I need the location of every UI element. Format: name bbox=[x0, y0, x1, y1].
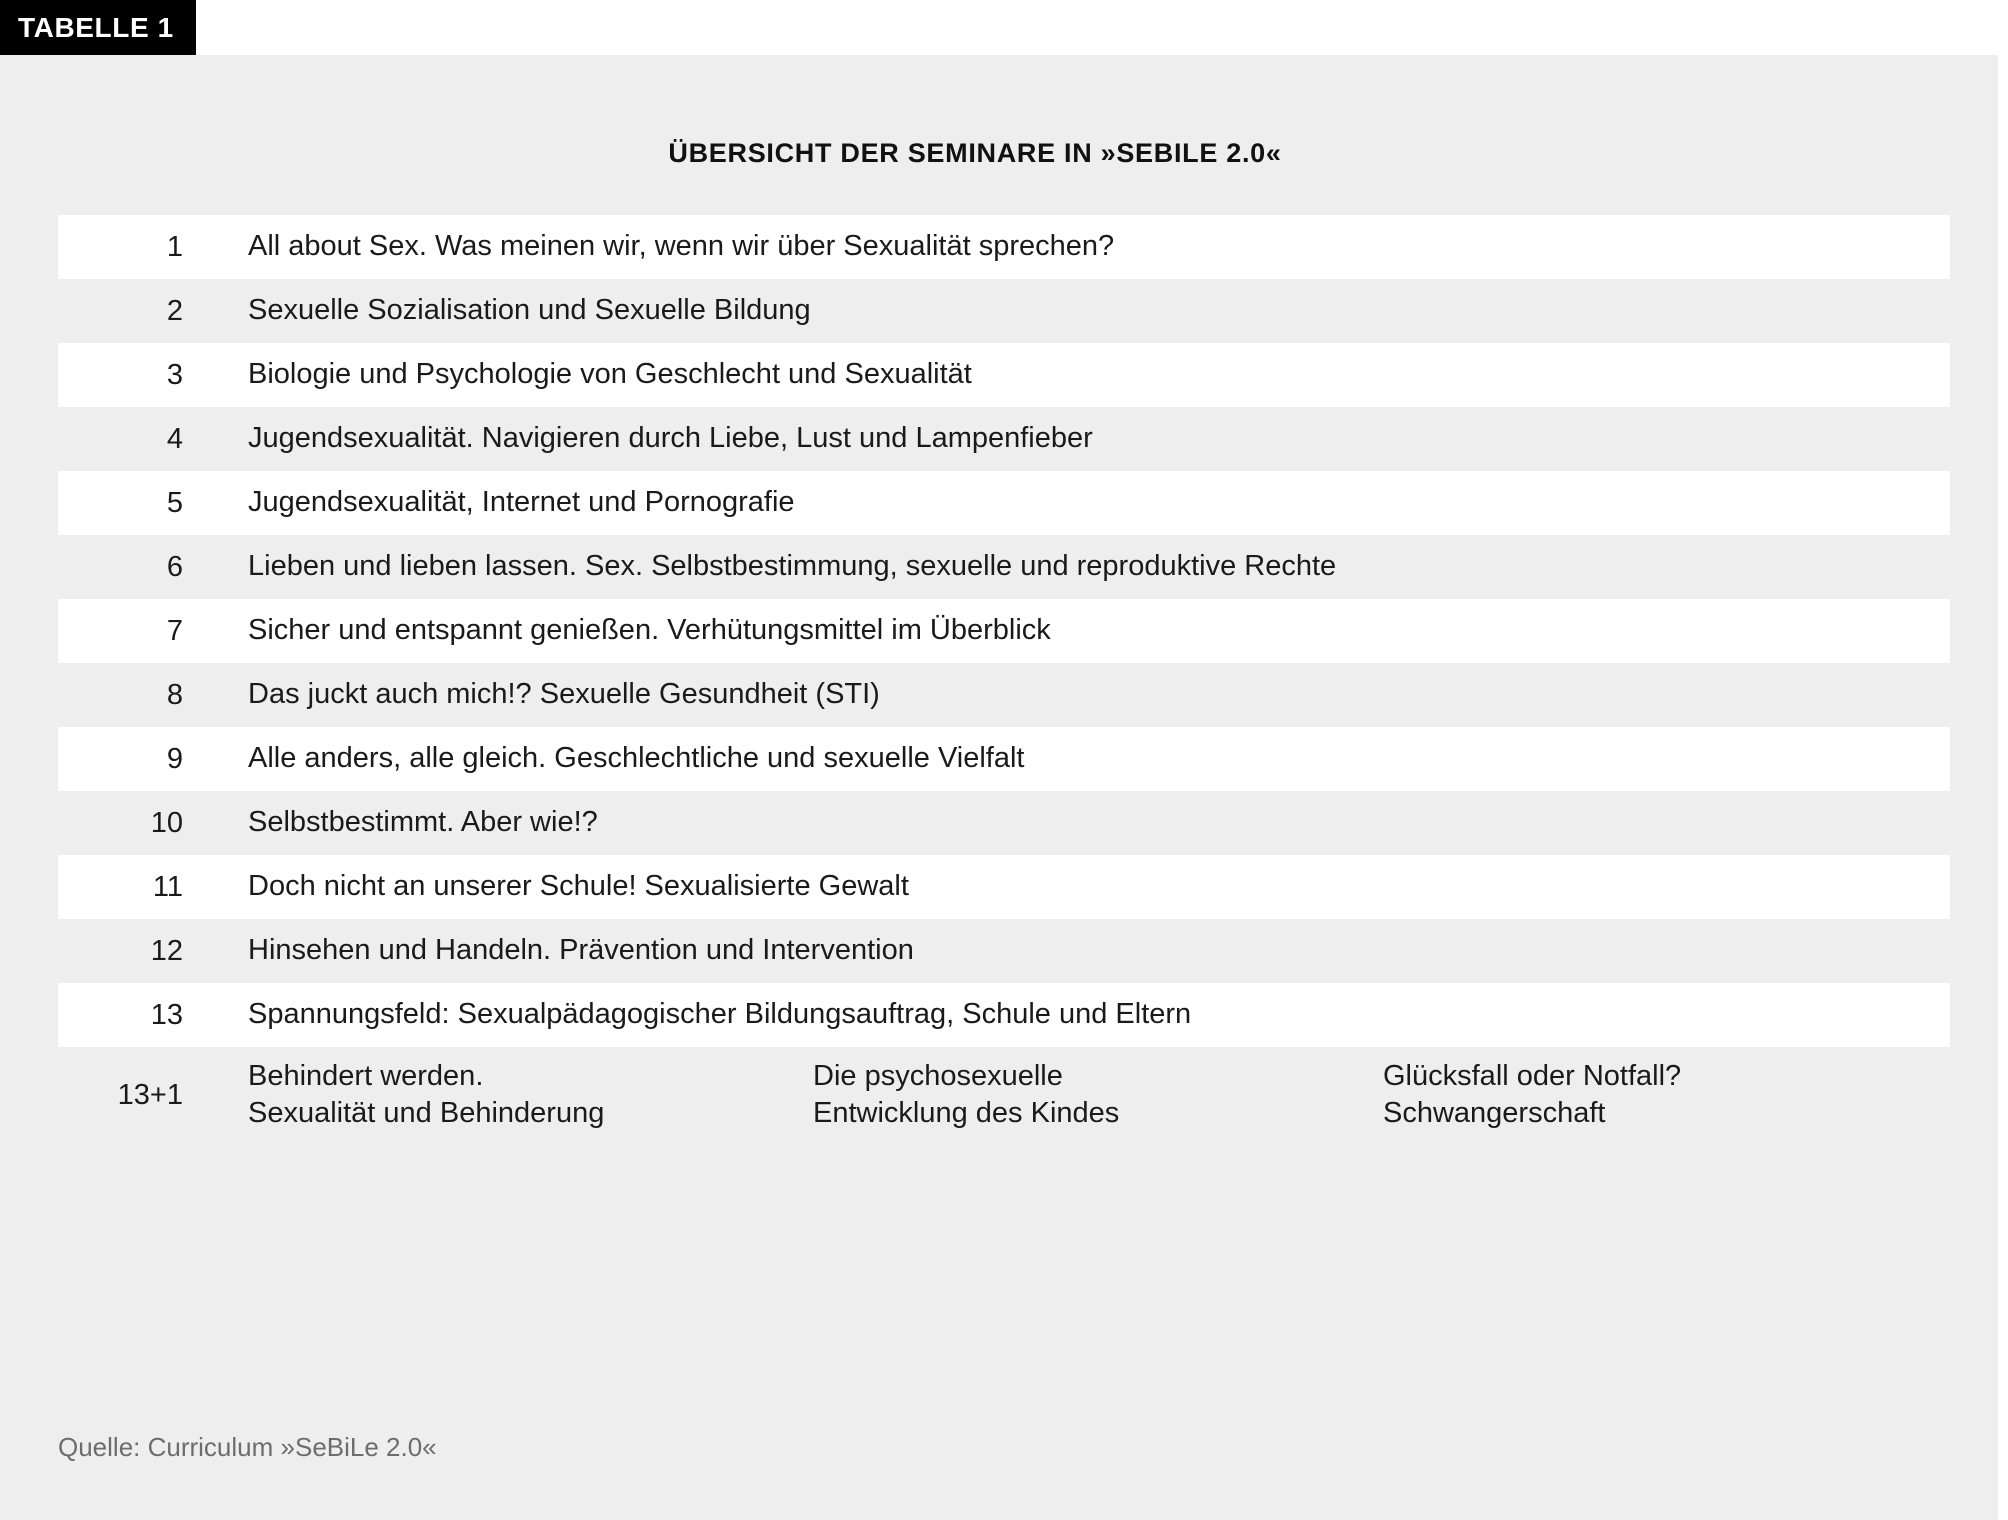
row-number: 3 bbox=[166, 358, 183, 391]
row-number: 13+1 bbox=[117, 1078, 183, 1111]
extra-row-columns bbox=[183, 1058, 1950, 1132]
table-row bbox=[58, 343, 1950, 407]
table-row bbox=[58, 727, 1950, 791]
extra-column-line-2: Sexualität und Behinderung bbox=[248, 1097, 605, 1129]
table-row-extra bbox=[58, 1047, 1950, 1143]
table-row bbox=[58, 471, 1950, 535]
seminar-rows bbox=[58, 215, 1950, 1143]
table-title: ÜBERSICHT DER SEMINARE IN »SEBILE 2.0« bbox=[668, 138, 1282, 168]
extra-column bbox=[248, 1058, 813, 1132]
table-row bbox=[58, 663, 1950, 727]
extra-column-line-1: Behindert werden. bbox=[248, 1059, 484, 1092]
extra-column-line-1: Glücksfall oder Notfall? bbox=[1383, 1059, 1682, 1092]
row-label: Lieben und lieben lassen. Sex. Selbstbestimmung, sexuelle und reproduktive Rechte bbox=[248, 550, 1337, 583]
row-label: Alle anders, alle gleich. Geschlechtliche und sexuelle Vielfalt bbox=[248, 742, 1025, 775]
table-number-badge bbox=[0, 0, 196, 55]
table-row bbox=[58, 983, 1950, 1047]
extra-column-line-1: Die psychosexuelle bbox=[813, 1059, 1063, 1092]
table-row bbox=[58, 855, 1950, 919]
row-number: 9 bbox=[166, 742, 183, 775]
row-label: Sicher und entspannt genießen. Verhütungsmittel im Überblick bbox=[248, 614, 1051, 647]
row-number: 5 bbox=[166, 486, 183, 519]
row-number: 11 bbox=[152, 870, 183, 903]
row-number: 7 bbox=[166, 614, 183, 647]
extra-column-line-2: Schwangerschaft bbox=[1383, 1097, 1606, 1129]
table-row bbox=[58, 407, 1950, 471]
extra-column bbox=[813, 1058, 1383, 1132]
table-row bbox=[58, 919, 1950, 983]
extra-column-line-2: Entwicklung des Kindes bbox=[813, 1097, 1120, 1129]
table-row bbox=[58, 599, 1950, 663]
row-label: Hinsehen und Handeln. Prävention und Intervention bbox=[248, 934, 914, 967]
row-label: Jugendsexualität, Internet und Pornografie bbox=[248, 486, 795, 519]
row-label: Das juckt auch mich!? Sexuelle Gesundheit (STI) bbox=[248, 678, 880, 711]
row-label: Sexuelle Sozialisation und Sexuelle Bildung bbox=[248, 294, 811, 327]
table-row bbox=[58, 279, 1950, 343]
table-row bbox=[58, 535, 1950, 599]
row-number: 12 bbox=[150, 934, 183, 967]
row-number: 2 bbox=[166, 294, 183, 327]
row-number: 4 bbox=[166, 422, 183, 455]
row-number: 10 bbox=[150, 806, 183, 839]
row-label: Doch nicht an unserer Schule! Sexualisierte Gewalt bbox=[248, 870, 909, 903]
row-number: 1 bbox=[166, 230, 183, 263]
table-row bbox=[58, 791, 1950, 855]
row-number: 8 bbox=[166, 678, 183, 711]
table-row bbox=[58, 215, 1950, 279]
extra-column bbox=[1383, 1058, 1950, 1132]
row-number: 6 bbox=[166, 550, 183, 583]
row-label: Spannungsfeld: Sexualpädagogischer Bildungsauftrag, Schule und Eltern bbox=[248, 998, 1192, 1031]
source-note: Quelle: Curriculum »SeBiLe 2.0« bbox=[58, 1432, 437, 1462]
row-label: Jugendsexualität. Navigieren durch Liebe, Lust und Lampenfieber bbox=[248, 422, 1093, 455]
row-label: Selbstbestimmt. Aber wie!? bbox=[248, 806, 598, 839]
table-number-badge-label: TABELLE 1 bbox=[18, 11, 174, 43]
row-label: All about Sex. Was meinen wir, wenn wir über Sexualität sprechen? bbox=[248, 230, 1115, 263]
row-number: 13 bbox=[150, 998, 183, 1031]
row-label: Biologie und Psychologie von Geschlecht und Sexualität bbox=[248, 358, 972, 391]
